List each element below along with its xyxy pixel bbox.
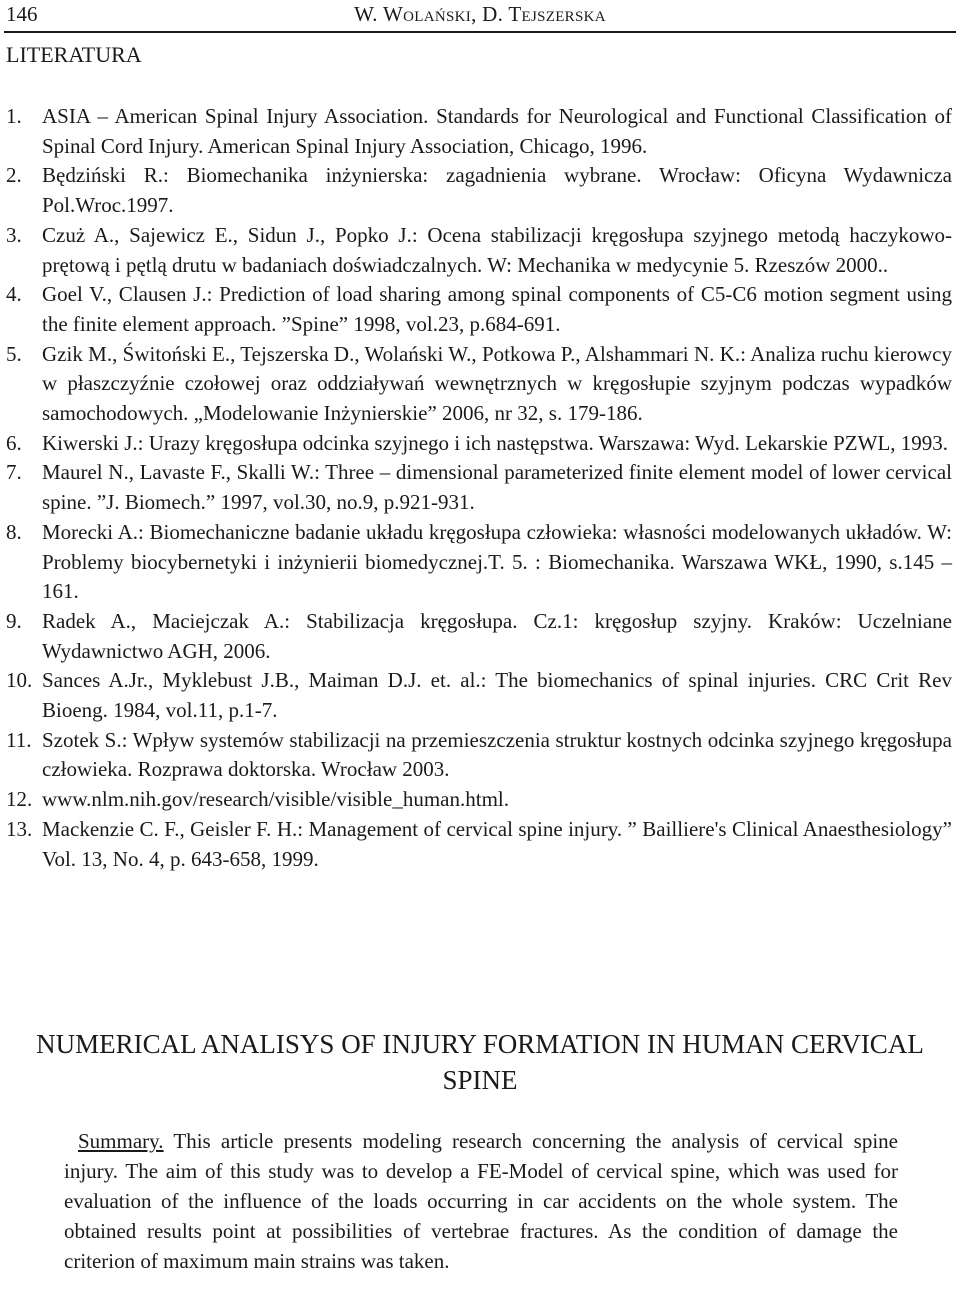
reference-text: Goel V., Clausen J.: Prediction of load sharing among spinal components of C5-C6 motion segment using the finite element approach. ”Spine” 1998, vol.23, p.684-691. [42,282,952,336]
running-header-authors: W. Wolański, D. Tejszerska [354,2,606,26]
reference-number: 13. [6,816,33,841]
reference-number: 4. [6,282,22,307]
reference-text: Gzik M., Świtoński E., Tejszerska D., Wolański W., Potkowa P., Alshammari N. K.: Analiza ruchu kierowcy w płaszczyźnie czołowej oraz oddziaływań wewnętrznych w kręgosłupie szyjnym podczas wypadków samochodowych. „Modelowanie Inżynierskie” 2006, nr 32, s. 179-186. [42,341,952,426]
reference-item [6,607,952,666]
reference-number: 1. [6,104,22,128]
reference-item [6,518,952,607]
summary-label: Summary. [78,1129,164,1153]
reference-text: Szotek S.: Wpływ systemów stabilizacji na przemieszczenia struktur kostnych odcinka szyjnego kręgosłupa człowieka. Rozprawa doktorska. Wrocław 2003. [42,727,952,782]
reference-item [6,429,952,459]
reference-item [6,815,952,874]
reference-number: 7. [6,460,22,485]
reference-item [6,785,952,815]
reference-number: 12. [6,787,33,812]
reference-text: ASIA – American Spinal Injury Association. Standards for Neurological and Functional Classification of Spinal Cord Injury. American Spinal Injury Association, Chicago, 1996. [42,104,952,158]
reference-item [6,280,952,339]
reference-number: 3. [6,222,22,247]
reference-item [6,340,952,429]
reference-text: Radek A., Maciejczak A.: Stabilizacja kręgosłupa. Cz.1: kręgosłup szyjny. Kraków: Uczelniane Wydawnictwo AGH, 2006. [42,608,952,663]
reference-text: Maurel N., Lavaste F., Skalli W.: Three – dimensional parameterized finite element model of lower cervical spine. ”J. Biomech.” 1997, vol.30, no.9, p.921-931. [42,460,952,515]
page-number: 146 [6,2,38,26]
reference-text: Będziński R.: Biomechanika inżynierska: zagadnienia wybrane. Wrocław: Oficyna Wydawnicza Pol.Wroc.1997. [42,163,952,218]
reference-number: 8. [6,519,22,544]
section-title: LITERATURA [6,42,142,67]
reference-text: www.nlm.nih.gov/research/visible/visible_human.html. [42,787,509,812]
reference-number: 9. [6,608,22,633]
reference-list [6,102,952,874]
reference-number: 11. [6,727,32,752]
reference-item [6,161,952,220]
header-rule [4,31,956,33]
running-header [6,2,954,30]
reference-text: Czuż A., Sajewicz E., Sidun J., Popko J.: Ocena stabilizacji kręgosłupa szyjnego metodą haczykowo-prętową i pętlą drutu w badaniach doświadczalnych. W: Mechanika w medycynie 5. Rzeszów 2000.. [42,222,952,277]
reference-text: Kiwerski J.: Urazy kręgosłupa odcinka szyjnego i ich następstwa. Warszawa: Wyd. Lekarskie PZWL, 1993. [42,430,949,455]
reference-number: 6. [6,430,22,455]
summary-text: This article presents modeling research concerning the analysis of cervical spine injury. The aim of this study was to develop a FE-Model of cervical spine, which was used for evaluation of the influence of the loads occurring in car accidents on the whole system. The obtained results point at possibilities of vertebrae fractures. As the condition of damage the criterion of maximum main strains was taken. [64,1129,898,1273]
reference-text: Morecki A.: Biomechaniczne badanie układu kręgosłupa człowieka: własności modelowanych układów. W: Problemy biocybernetyki i inżynierii biomedycznej.T. 5. : Biomechanika. Warszawa WKŁ, 1990, s.145 – 161. [42,519,952,604]
reference-number: 10. [6,668,33,693]
reference-item [6,221,952,280]
reference-number: 2. [6,163,22,188]
reference-text: Mackenzie C. F., Geisler F. H.: Management of cervical spine injury. ” Bailliere's Clinical Anaesthesiology” Vol. 13, No. 4, p. 643-658, 1999. [42,816,952,871]
reference-item [6,726,952,785]
reference-text: Sances A.Jr., Myklebust J.B., Maiman D.J. et. al.: The biomechanics of spinal injuries. CRC Crit Rev Bioeng. 1984, vol.11, p.1-7. [42,668,952,723]
reference-item [6,102,952,161]
reference-item [6,666,952,725]
reference-number: 5. [6,341,22,366]
summary-paragraph [64,1126,898,1276]
article-title: NUMERICAL ANALISYS OF INJURY FORMATION IN HUMAN CERVICAL SPINE [36,1029,924,1095]
reference-item [6,458,952,517]
